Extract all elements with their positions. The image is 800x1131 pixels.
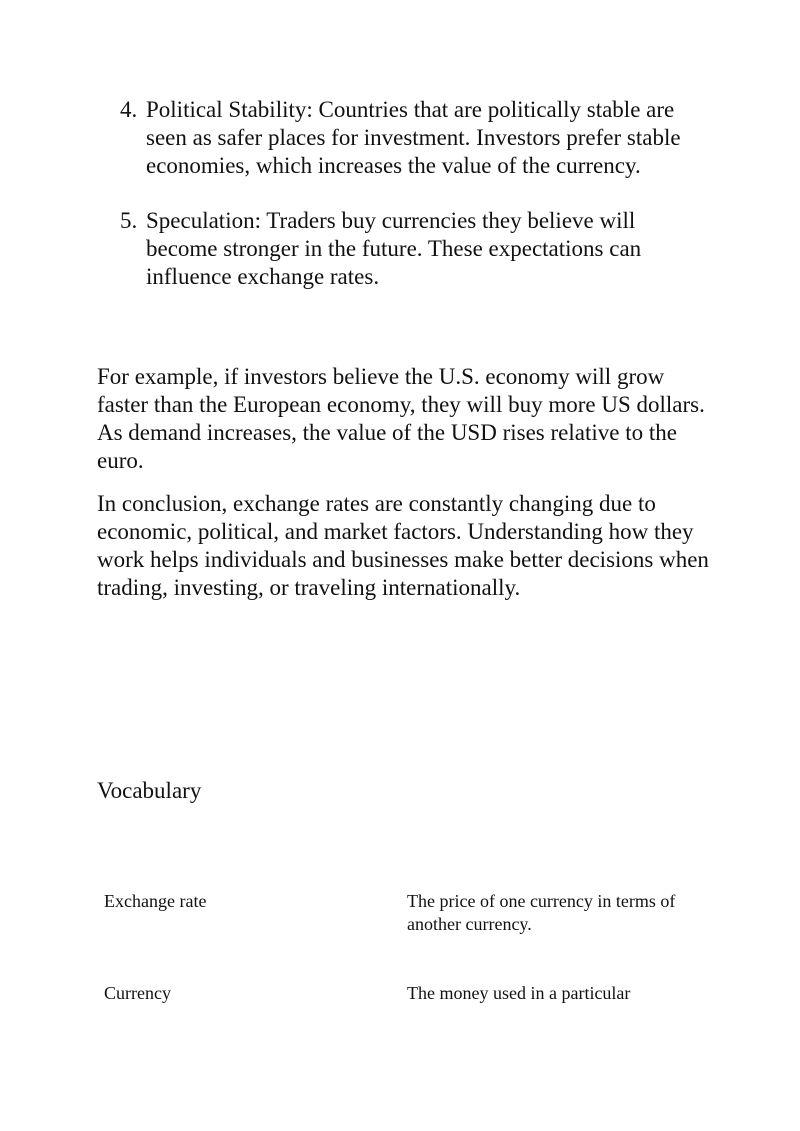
vocabulary-term: Exchange rate bbox=[104, 891, 207, 911]
vocabulary-heading: Vocabulary bbox=[97, 778, 202, 803]
list-item-text: Speculation: Traders buy currencies they believe will become stronger in the future. These expectations can influence exchange rates. bbox=[146, 208, 642, 289]
conclusion-paragraph: In conclusion, exchange rates are constantly changing due to economic, political, and market factors. Understanding how they work helps individuals and businesses make better decisions when trading, investing, or traveling internationally. bbox=[97, 491, 709, 600]
numbered-list bbox=[120, 96, 720, 318]
list-item-text: Political Stability: Countries that are politically stable are seen as safer places for investment. Investors prefer stable economies, which increases the value of the currency. bbox=[146, 97, 681, 178]
vocabulary-definition: The price of one currency in terms of another currency. bbox=[407, 891, 676, 934]
example-paragraph: For example, if investors believe the U.S. economy will grow faster than the European economy, they will buy more US dollars. As demand increases, the value of the USD rises relative to the euro. bbox=[97, 364, 705, 473]
vocabulary-term: Currency bbox=[104, 983, 171, 1003]
list-item bbox=[120, 96, 720, 180]
list-item bbox=[120, 207, 720, 291]
list-item-number: 5. bbox=[120, 208, 138, 233]
vocabulary-definition: The money used in a particular bbox=[407, 983, 631, 1003]
list-item-number: 4. bbox=[120, 97, 138, 122]
